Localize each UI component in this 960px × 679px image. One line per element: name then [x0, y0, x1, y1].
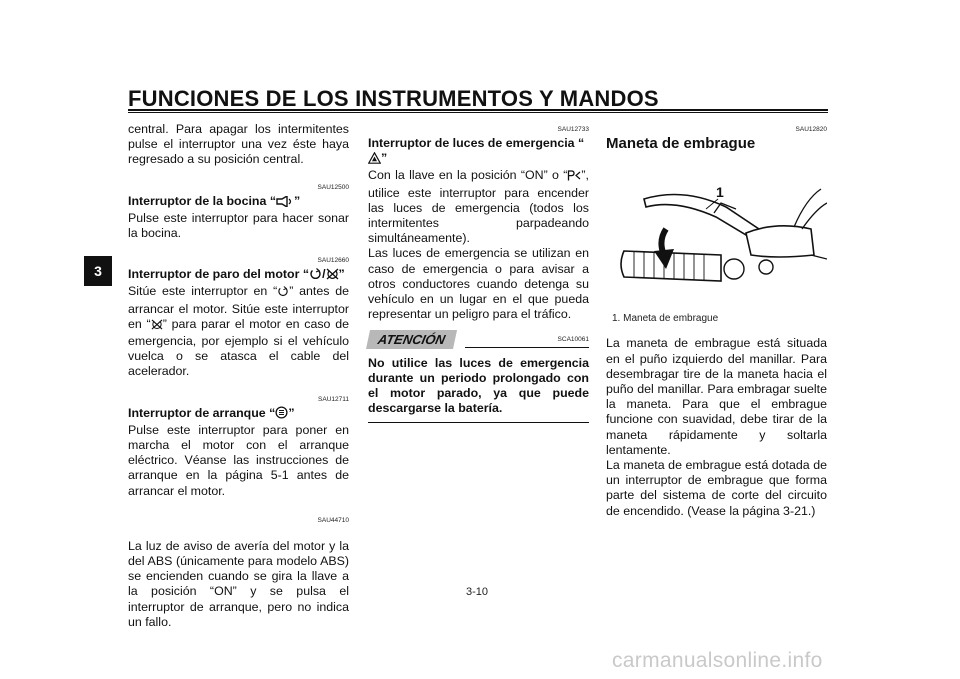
starter-body: Pulse este interruptor para poner en marcha el motor con el arranque eléctrico. Véanse las instrucciones de arranque en la página 5-1 antes de arrancar el motor. [128, 422, 349, 498]
parking-icon [567, 170, 581, 185]
horn-heading: Interruptor de la bocina “ ” [128, 194, 349, 211]
page-title: FUNCIONES DE LOS INSTRUMENTOS Y MANDOS [128, 86, 659, 111]
clutch-lever-illustration [606, 159, 827, 307]
page-number: 3-10 [466, 586, 489, 598]
watermark: carmanualsonline.info [612, 649, 823, 672]
section-code: SAU12500 [317, 183, 349, 191]
turn-signal-continuation: central. Para apagar los intermitentes pulse el interruptor una vez éste haya regresado a su posición central. [128, 122, 349, 167]
caution-label: ATENCIÓN [366, 330, 457, 349]
starter-heading: Interruptor de arranque “ ” [128, 406, 349, 423]
column-3 [606, 122, 827, 519]
section-code: SAU12711 [318, 395, 349, 403]
section-code: SAU12733 [557, 126, 589, 133]
engine-run-icon [309, 268, 322, 284]
chapter-tab: 3 [84, 256, 112, 286]
column-2 [368, 122, 589, 423]
clutch-body-1: La maneta de embrague está situada en el puño izquierdo del manillar. Para desembragar tire de la maneta hacia el puño del manillar. Para embragar suelte la maneta. Para que el embrague funcione con suavidad, debe tirar de la maneta rápidamente y soltarla lentamente. [606, 336, 827, 457]
title-rule [128, 109, 828, 113]
engine-stop-icon [326, 268, 339, 284]
horn-body: Pulse este interruptor para hacer sonar la bocina. [128, 210, 349, 241]
callout-number: 1 [716, 184, 724, 201]
caution-bottom-rule [368, 422, 589, 423]
engine-stop-icon [151, 319, 163, 334]
section-code: SCA10061 [557, 335, 589, 343]
figure-caption: 1. Maneta de embrague [612, 313, 719, 325]
kill-switch-heading: Interruptor de paro del motor “ / ” [128, 267, 349, 284]
section-code: SAU12820 [795, 126, 827, 133]
clutch-heading: Maneta de embrague [606, 135, 756, 152]
caution-rule [465, 347, 589, 348]
hazard-body-2: Las luces de emergencia se utilizan en caso de emergencia o para avisar a otros conductores cuando detenga su vehículo en un lugar en el que pueda representar un peligro para el tráfico. [368, 246, 589, 322]
hazard-icon [368, 152, 381, 168]
section-code: SAU12660 [317, 257, 349, 265]
section-code: SAU44710 [317, 516, 349, 524]
starter-icon [275, 406, 288, 423]
engine-run-icon [277, 286, 289, 301]
abs-body: La luz de aviso de avería del motor y la del ABS (únicamente para modelo ABS) se encienden cuando se gira la llave a la posición “ON” y se pulsa el interruptor de arranque, pero no indica un fallo. [128, 538, 349, 629]
hazard-heading: Interruptor de luces de emergencia “” [368, 136, 589, 168]
kill-switch-body: Sitúe este interruptor en “ ” antes de arrancar el motor. Sitúe este interruptor en “ ” para parar el motor en caso de emergencia, por ejemplo si el vehículo vuelca o se atasca el cable del acelerador. [128, 284, 350, 379]
column-1 [128, 122, 349, 630]
clutch-body-2: La maneta de embrague está dotada de un interruptor de embrague que forma parte del sistema de corte del circuito de encendido. (Vease la página 3-21.) [606, 458, 827, 518]
caution-text: No utilice las luces de emergencia durante un periodo prolongado con el motor parado, ya que puede descargarse la batería. [368, 355, 589, 416]
horn-icon [276, 196, 294, 211]
hazard-body-1: Con la llave en la posición “ON” o “ ”, utilice este interruptor para encender las luces de emergencia (todos los intermitentes parpadeando simultáneamente). [368, 168, 589, 246]
